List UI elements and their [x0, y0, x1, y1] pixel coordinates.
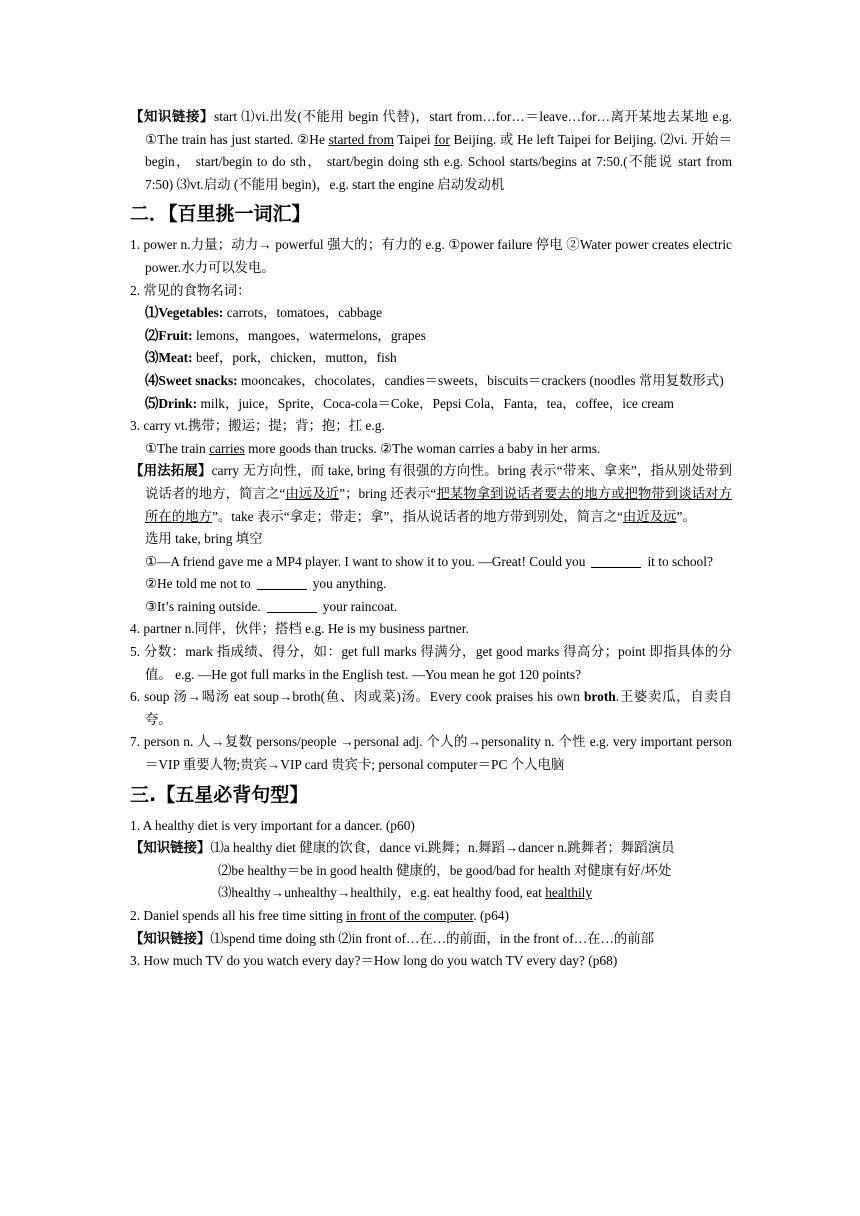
answer-blank-2[interactable]	[257, 575, 307, 590]
tag-usage-extension: 【用法拓展】	[130, 463, 212, 479]
food-vegetables: ⑴Vegetables: carrots，tomatoes，cabbage	[145, 305, 383, 321]
sentence-1: 1. A healthy diet is very important for a dancer. (p60)	[130, 817, 415, 833]
answer-blank-3[interactable]	[267, 598, 317, 613]
section-heading-vocabulary: 二．【百里挑一词汇】	[130, 203, 311, 226]
fill-question-3: ③It’s raining outside. your raincoat.	[145, 598, 398, 614]
carry-examples: ①The train carries more goods than trucks. ②The woman carries a baby in her arms.	[145, 440, 601, 456]
vocab-carry: 3. carry vt.携带；搬运；提；背；抱；扛 e.g.	[130, 418, 385, 434]
vocab-partner: 4. partner n.同伴，伙伴；搭档 e.g. He is my business partner.	[130, 621, 469, 637]
sentence-2-knowledge: 【知识链接】⑴spend time doing sth ⑵in front of…在…的前面，in the front of…在…的前部	[130, 930, 655, 946]
food-fruit: ⑵Fruit: lemons，mangoes，watermelons，grapes	[145, 327, 426, 343]
vocab-power: 1. power n.力量；动力→ powerful 强大的；有力的 e.g. ①power failure 停电 ②Water power creates electric power.水力可以发电。	[130, 237, 732, 275]
tag-knowledge-link: 【知识链接】	[130, 109, 215, 124]
vocab-person: 7. person n. 人→复数 persons/people →personal adj. 个人的→personality n. 个性 e.g. very important person＝VIP 重要人物;贵宾→VIP card 贵宾卡; personal computer＝PC 个人电脑	[130, 734, 732, 773]
food-sweet-snacks: ⑷Sweet snacks: mooncakes，chocolates，candies＝sweets，biscuits＝crackers (noodles 常用复数形式)	[145, 372, 724, 388]
fill-instruction: 选用 take, bring 填空	[145, 531, 263, 547]
fill-question-1: ①—A friend gave me a MP4 player. I want to show it to you. —Great! Could you it to school?	[145, 553, 713, 569]
food-drink: ⑸Drink: milk，juice，Sprite，Coca-cola＝Coke，Pepsi Cola，Fanta，tea，coffee，ice cream	[145, 395, 674, 411]
knowledge-link-start: 【知识链接】start ⑴vi.出发(不能用 begin 代替)，start from…for…＝leave…for…离开某地去某地 e.g. ①The train has just started. ②He started from Taipei for Beijing. 或 He left Taipei for Beijing. ⑵vi. 开始＝begin， start/begin to do sth， start/begin doing sth e.g. School starts/begins at 7:50.(不能说 start from 7:50) ⑶vt.启动 (不能用 begin)，e.g. start the engine 启动发动机	[130, 109, 732, 192]
vocab-marks: 5. 分数：mark 指成绩、得分，如：get full marks 得满分，get good marks 得高分；point 即指具体的分值。 e.g. —He got full marks in the English test. —You mean he got 120 points?	[130, 644, 732, 682]
usage-extension: 【用法拓展】carry 无方向性，而 take, bring 有很强的方向性。bring 表示“带来、拿来”，指从别处带到说话者的地方，简言之“由远及近”；bring 还表示“把某物拿到说话者要去的地方或把物带到谈话对方所在的地方”。take 表示“拿走；带走；拿”，指从说话者的地方带到别处，简言之“由近及远”。	[130, 463, 732, 524]
sentence-1-knowledge-2: ⑵be healthy＝be in good health 健康的，be good/bad for health 对健康有好/坏处	[218, 862, 672, 878]
food-meat: ⑶Meat: beef，pork，chicken，mutton，fish	[145, 350, 397, 366]
fill-question-2: ②He told me not to you anything.	[145, 576, 387, 592]
answer-blank-1[interactable]	[591, 553, 641, 568]
sentence-1-knowledge: 【知识链接】⑴a healthy diet 健康的饮食，dance vi.跳舞；n.舞蹈→dancer n.跳舞者；舞蹈演员	[130, 840, 675, 856]
section-heading-sentences: 三.【五星必背句型】	[130, 783, 309, 806]
sentence-3: 3. How much TV do you watch every day?＝How long do you watch TV every day? (p68)	[130, 953, 618, 969]
sentence-2: 2. Daniel spends all his free time sitting in front of the computer. (p64)	[130, 908, 509, 923]
vocab-soup: 6. soup 汤→喝汤 eat soup→broth(鱼、肉或菜)汤。Every cook praises his own broth.王婆卖瓜，自卖自夸。	[130, 689, 732, 727]
sentence-1-knowledge-3: ⑶healthy→unhealthy→healthily，e.g. eat healthy food, eat healthily	[218, 885, 593, 901]
vocab-food-intro: 2. 常见的食物名词：	[130, 282, 251, 298]
